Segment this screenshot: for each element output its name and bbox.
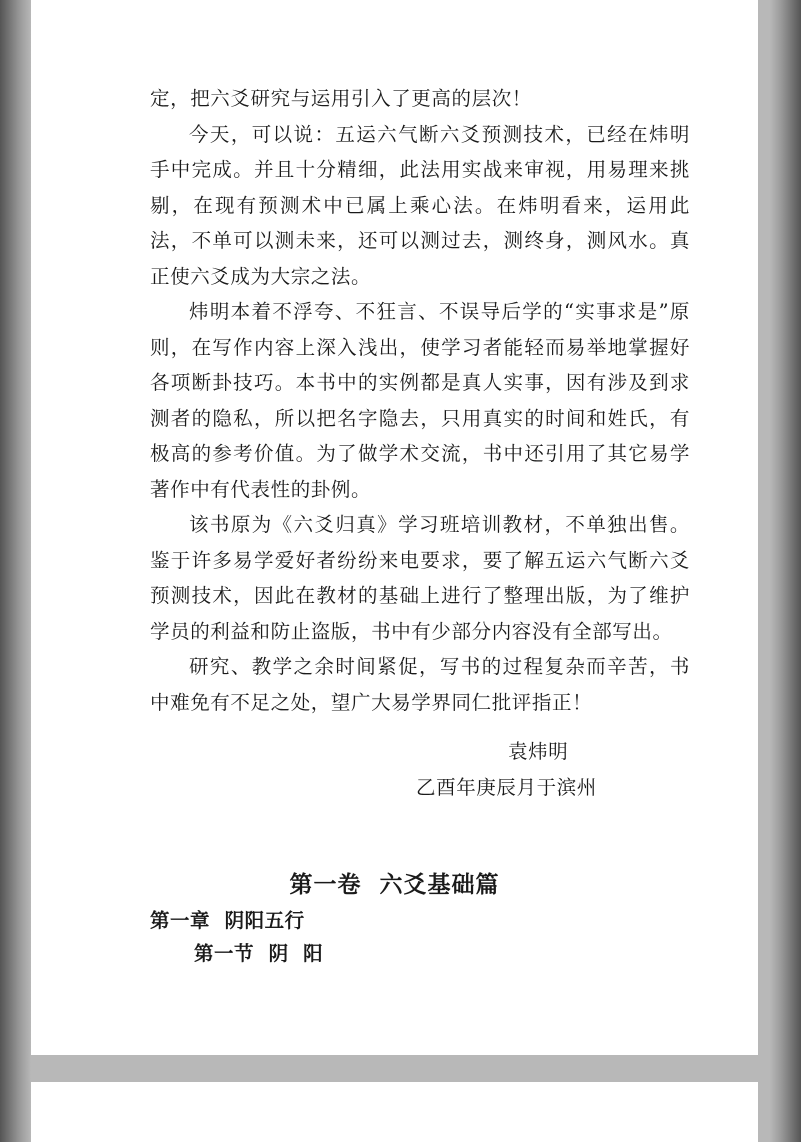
- section-title: 第一节 阴 阳: [194, 942, 324, 965]
- paragraph-principle: 炜明本着不浮夸、不狂言、不误导后学的“实事求是”原则，在写作内容上深入浅出，使学习者能轻而易举地掌握好各项断卦技巧。本书中的实例都是真人实事，因有涉及到求测者的隐私，所以把名字隐去，只用真实的时间和姓氏，有极高的参考价值。为了做学术交流，书中还引用了其它易学著作中有代表性的卦例。: [150, 300, 690, 501]
- volume-title: 第一卷 六爻基础篇: [289, 872, 500, 898]
- paragraph-textbook: 该书原为《六爻归真》学习班培训教材，不单独出售。鉴于许多易学爱好者纷纷来电要求，要了解五运六气断六爻预测技术，因此在教材的基础上进行了整理出版，为了维护学员的利益和防止盗版，书中有少部分内容没有全部写出。: [150, 513, 690, 643]
- next-page: [31, 1082, 758, 1142]
- date-place: 乙酉年庚辰月于滨州: [416, 776, 597, 799]
- paragraph-today: 今天，可以说：五运六气断六爻预测技术，已经在炜明手中完成。并且十分精细，此法用实战来审视，用易理来挑剔，在现有预测术中已属上乘心法。在炜明看来，运用此法，不单可以测未来，还可以测过去，测终身，测风水。真正使六爻成为大宗之法。: [150, 122, 690, 288]
- author-name: 袁炜明: [508, 740, 569, 763]
- document-page: [31, 0, 758, 1055]
- chapter-title: 第一章 阴阳五行: [150, 909, 305, 932]
- signature-block: [150, 734, 690, 806]
- preface-body: [150, 81, 690, 720]
- paragraph-closing: 研究、教学之余时间紧促，写书的过程复杂而辛苦，书中难免有不足之处，望广大易学界同仁批评指正！: [150, 655, 690, 714]
- paragraph-continuation: 定，把六爻研究与运用引入了更高的层次！: [150, 87, 532, 110]
